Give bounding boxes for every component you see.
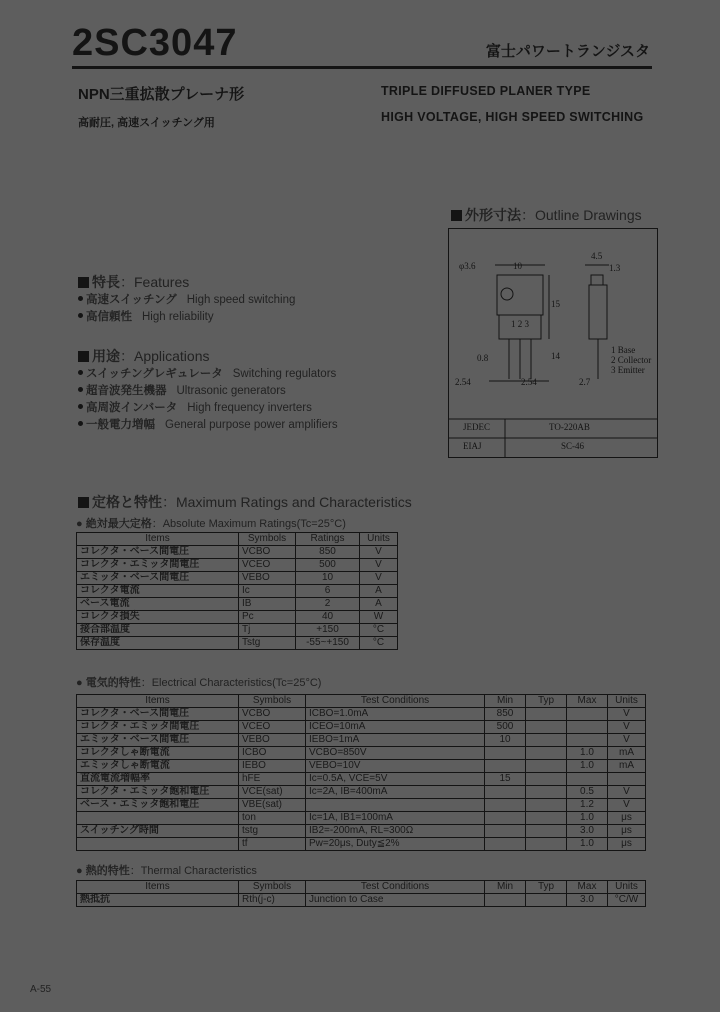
dim-label: 4.5: [591, 251, 603, 261]
use-en: HIGH VOLTAGE, HIGH SPEED SWITCHING: [381, 110, 644, 124]
col-header: Symbols: [239, 533, 296, 546]
features-heading: 特長：Features: [78, 272, 189, 292]
type-jp: NPN三重拡散プレーナ形: [78, 86, 245, 103]
part-number: 2SC3047: [72, 22, 238, 64]
col-header: Items: [77, 881, 239, 894]
features-list: [78, 292, 295, 326]
dim-label: 2.54: [455, 377, 471, 387]
dim-label: 10: [513, 261, 522, 271]
elec-table: [76, 694, 646, 851]
col-header: Symbols: [239, 881, 306, 894]
pkg-eiaj: SC-46: [561, 441, 585, 451]
table-row: ベース電流 IB 2 A: [77, 598, 398, 611]
col-header: Items: [77, 533, 239, 546]
table-row: エミッタしゃ断電流 IEBO VEBO=10V 1.0 mA: [77, 760, 646, 773]
dim-label: 14: [551, 351, 560, 361]
col-header: Typ: [526, 695, 567, 708]
package-tab: [497, 275, 543, 315]
table-row: コレクタ・ベース間電圧 VCBO ICBO=1.0mA 850 V: [77, 708, 646, 721]
list-item: 高速スイッチング High speed switching: [78, 292, 295, 309]
square-bullet-icon: [78, 277, 89, 288]
table-row: コレクタ・エミッタ間電圧 VCEO 500 V: [77, 559, 398, 572]
dim-label: φ3.6: [459, 261, 476, 271]
col-header: Min: [485, 695, 526, 708]
col-header: Symbols: [239, 695, 306, 708]
table-row: コレクタ損失 Pc 40 W: [77, 611, 398, 624]
col-header: Typ: [526, 881, 567, 894]
table-row: tf Pw=20μs, Duty≦2% 1.0 μs: [77, 838, 646, 851]
pkg-jedec: TO-220AB: [549, 422, 590, 432]
pin-numbers: 1 2 3: [511, 319, 529, 329]
std-eiaj: EIAJ: [463, 441, 482, 451]
maker-name: 富士パワートランジスタ: [485, 43, 650, 60]
type-en: TRIPLE DIFFUSED PLANER TYPE: [381, 84, 591, 98]
dim-label: 2.54: [521, 377, 537, 387]
table-row: コレクタ・エミッタ間電圧 VCEO ICEO=10mA 500 V: [77, 721, 646, 734]
list-item: スイッチングレギュレータ Switching regulators: [78, 366, 338, 383]
ratings-heading: 定格と特性：Maximum Ratings and Characteristics: [78, 492, 412, 512]
col-header: Ratings: [296, 533, 360, 546]
table-row: エミッタ・ベース間電圧 VEBO 10 V: [77, 572, 398, 585]
dim-label: 1.3: [609, 263, 621, 273]
outline-heading: 外形寸法：Outline Drawings: [451, 205, 642, 225]
therm-table: [76, 880, 646, 907]
applications-list: [78, 366, 338, 434]
col-header: Units: [360, 533, 398, 546]
table-row: ton Ic=1A, IB1=100mA 1.0 μs: [77, 812, 646, 825]
table-row: 熱抵抗 Rth(j-c) Junction to Case 3.0 °C/W: [77, 894, 646, 907]
table-row: 直流電流増幅率 hFE Ic=0.5A, VCE=5V 15: [77, 773, 646, 786]
col-header: Units: [608, 881, 646, 894]
list-item: 一般電力増幅 General purpose power amplifiers: [78, 417, 338, 434]
table-row: コレクタ・エミッタ飽和電圧 VCE(sat) Ic=2A, IB=400mA 0.5 V: [77, 786, 646, 799]
col-header: Min: [485, 881, 526, 894]
list-item: 超音波発生機器 Ultrasonic generators: [78, 383, 338, 400]
table-row: コレクタ電流 Ic 6 A: [77, 585, 398, 598]
table-row: ベース・エミッタ飽和電圧 VBE(sat) 1.2 V: [77, 799, 646, 812]
col-header: Units: [608, 695, 646, 708]
square-bullet-icon: [451, 210, 462, 221]
mounting-hole: [501, 288, 513, 300]
dim-label: 0.8: [477, 353, 489, 363]
table-row: コレクタしゃ断電流 ICBO VCBO=850V 1.0 mA: [77, 747, 646, 760]
abs-max-table: [76, 532, 398, 650]
use-jp: 高耐圧, 高速スイッチング用: [78, 117, 215, 129]
dim-label: 15: [551, 299, 560, 309]
std-jedec: JEDEC: [463, 422, 490, 432]
applications-heading: 用途：Applications: [78, 346, 210, 366]
list-item: 高信頼性 High reliability: [78, 309, 295, 326]
title-rule: [72, 66, 652, 69]
col-header: Max: [567, 695, 608, 708]
col-header: Max: [567, 881, 608, 894]
elec-subheading: ● 電気的特性：Electrical Characteristics(Tc=25°C): [76, 677, 322, 689]
outline-drawing: [448, 228, 658, 458]
therm-subheading: ● 熱的特性：Thermal Characteristics: [76, 865, 257, 877]
pin-legend: 1 Base 2 Collector 3 Emitter: [611, 345, 652, 375]
table-row: 接合部温度 Tj +150 °C: [77, 624, 398, 637]
col-header: Test Conditions: [306, 881, 485, 894]
table-row: エミッタ・ベース間電圧 VEBO IEBO=1mA 10 V: [77, 734, 646, 747]
list-item: 高周波インバータ High frequency inverters: [78, 400, 338, 417]
col-header: Test Conditions: [306, 695, 485, 708]
dim-label: 2.7: [579, 377, 591, 387]
square-bullet-icon: [78, 497, 89, 508]
abs-max-subheading: ● 絶対最大定格：Absolute Maximum Ratings(Tc=25°C): [76, 518, 346, 530]
page-number: A-55: [30, 984, 52, 995]
col-header: Items: [77, 695, 239, 708]
table-row: スイッチング時間 tstg IB2=-200mA, RL=300Ω 3.0 μs: [77, 825, 646, 838]
square-bullet-icon: [78, 351, 89, 362]
table-row: 保存温度 Tstg -55~+150 °C: [77, 637, 398, 650]
table-row: コレクタ・ベース間電圧 VCBO 850 V: [77, 546, 398, 559]
